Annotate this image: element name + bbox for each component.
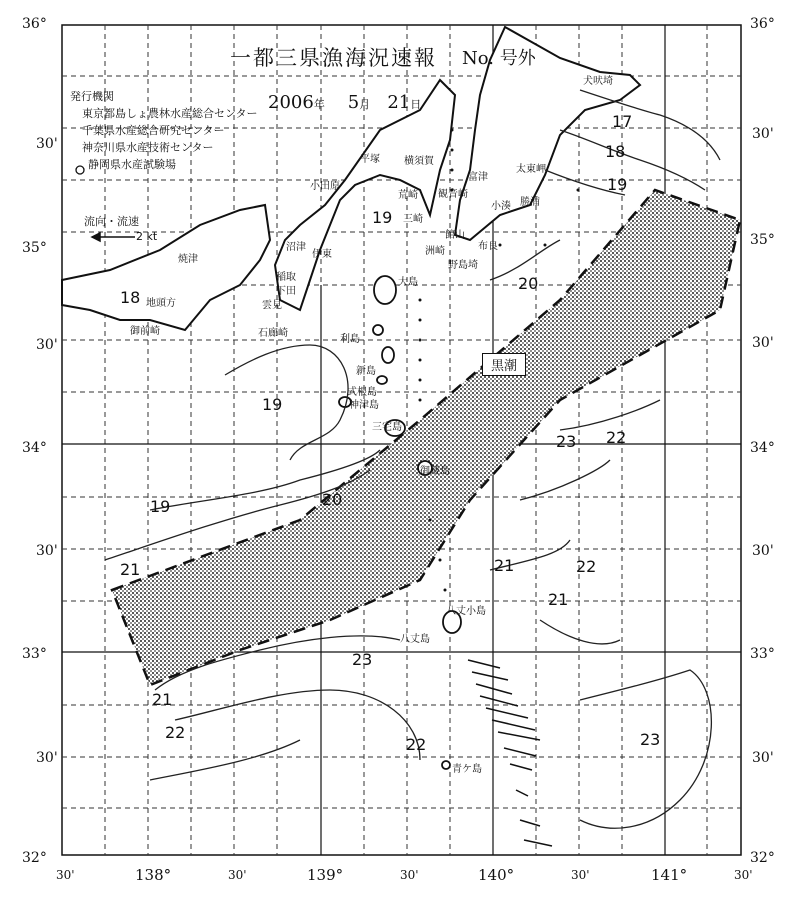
- place-label: 三崎: [403, 214, 423, 225]
- temp-label: 20: [518, 274, 539, 293]
- place-label: 伊東: [312, 249, 332, 260]
- place-label: 沼津: [286, 242, 306, 253]
- date-year-unit: 年: [313, 98, 325, 111]
- lon-label-140-30: 30': [571, 868, 590, 882]
- lon-label-141: 141°: [651, 866, 688, 884]
- agency-block: [70, 88, 258, 173]
- place-label: 三宅島: [372, 422, 402, 433]
- lat-label-32: 32°: [22, 850, 47, 866]
- place-label: 大島: [398, 277, 418, 288]
- place-label: 荒崎: [398, 190, 418, 201]
- agency-heading: 発行機関: [70, 90, 114, 103]
- place-label: 神津島: [349, 400, 379, 411]
- report-date: [268, 92, 421, 113]
- place-label: 犬吠埼: [583, 76, 613, 87]
- temp-label: 21: [494, 556, 515, 575]
- lon-label-140: 140°: [478, 866, 515, 884]
- temp-label: 22: [606, 428, 627, 447]
- temp-label: 22: [406, 735, 427, 754]
- kuroshio-label: 黒潮: [482, 353, 526, 376]
- legend-arrow: [92, 233, 135, 241]
- date-month: 5: [347, 92, 360, 113]
- lon-label-139: 139°: [307, 866, 344, 884]
- place-label: 勝浦: [520, 197, 540, 208]
- temp-label: 22: [165, 723, 186, 742]
- place-label: 新島: [356, 366, 376, 377]
- place-label: 野島埼: [448, 260, 478, 271]
- lon-label-139-30: 30': [400, 868, 419, 882]
- place-label: 小田原: [310, 181, 340, 192]
- lat-label-34: 34°: [22, 440, 47, 456]
- place-label: 石廊崎: [258, 328, 288, 339]
- temp-label: 19: [607, 175, 628, 194]
- lat-label-34-right: 34°: [750, 440, 775, 456]
- temp-label: 19: [150, 497, 171, 516]
- temp-label: 17: [612, 112, 633, 131]
- place-label: 横須賀: [404, 156, 434, 167]
- temp-label: 20: [322, 490, 343, 509]
- agency-item: 東京都島しょ農林水産総合センター: [82, 107, 258, 120]
- temp-label: 22: [576, 557, 597, 576]
- date-day: 21: [387, 92, 411, 113]
- date-day-unit: 日: [410, 98, 422, 111]
- temp-label: 21: [548, 590, 569, 609]
- temp-label: 23: [640, 730, 661, 749]
- temp-label: 21: [152, 690, 173, 709]
- place-label: 太東岬: [516, 164, 546, 175]
- place-label: 青ケ島: [452, 764, 482, 775]
- temp-label: 19: [372, 208, 393, 227]
- agency-item: 千葉県水産総合研究センター: [82, 124, 225, 137]
- temp-label: 23: [556, 432, 577, 451]
- current-vectors: [468, 660, 552, 846]
- lat-label-32-right: 32°: [750, 850, 775, 866]
- place-label: 式根島: [347, 387, 377, 398]
- lon-label-138: 138°: [135, 866, 172, 884]
- lon-label-137-30: 30': [56, 868, 75, 882]
- lat-label-32-30: 30': [36, 750, 58, 766]
- lat-label-35: 35°: [22, 240, 47, 256]
- lon-label-138-30: 30': [228, 868, 247, 882]
- place-label: 雲見: [262, 300, 282, 311]
- place-label: 八丈小島: [446, 606, 486, 617]
- lon-label-141-30: 30': [734, 868, 753, 882]
- place-label: 平塚: [360, 154, 380, 165]
- lat-label-33-30: 30': [36, 543, 58, 559]
- place-label: 八丈島: [400, 634, 430, 645]
- place-label: 富津: [468, 172, 488, 183]
- temp-label: 19: [262, 395, 283, 414]
- lat-label-36: 36°: [22, 16, 47, 32]
- place-label: 館山: [445, 230, 465, 241]
- place-label: 布良: [478, 241, 498, 252]
- lat-label-35-right: 35°: [750, 232, 775, 248]
- place-label: 御蔵島: [420, 466, 450, 477]
- place-label: 洲崎: [425, 246, 445, 257]
- date-month-unit: 月: [359, 98, 371, 111]
- agency-item: 神奈川県水産技術センター: [82, 141, 214, 154]
- place-label: 地頭方: [146, 298, 176, 309]
- lat-label-33: 33°: [22, 646, 47, 662]
- place-label: 小湊: [491, 201, 511, 212]
- date-year: 2006: [268, 92, 314, 113]
- lat-label-33-right: 33°: [750, 646, 775, 662]
- lat-label-33-30-right: 30': [752, 543, 774, 559]
- current-legend-speed: 2 kt: [136, 230, 158, 243]
- temp-label: 18: [120, 288, 141, 307]
- place-label: 下田: [276, 286, 296, 297]
- place-label: 御前崎: [130, 326, 160, 337]
- temp-label: 23: [352, 650, 373, 669]
- current-legend-label: 流向・流速: [84, 215, 139, 228]
- place-label: 稲取: [276, 272, 296, 283]
- temp-label: 18: [605, 142, 626, 161]
- lat-label-34-30-right: 30': [752, 335, 774, 351]
- agency-item-circle: 静岡県水産試験場: [88, 158, 176, 171]
- place-label: 利島: [340, 334, 360, 345]
- place-label: 焼津: [178, 254, 198, 265]
- lat-label-32-30-right: 30': [752, 750, 774, 766]
- lat-label-35-30: 30': [36, 136, 58, 152]
- place-label: 観音崎: [438, 189, 468, 200]
- temp-label: 21: [120, 560, 141, 579]
- report-title: 一都三県漁海況速報: [230, 46, 437, 70]
- lat-label-36-right: 36°: [750, 16, 775, 32]
- issue-label: No. 号外: [462, 48, 536, 69]
- lat-label-34-30: 30': [36, 337, 58, 353]
- lat-label-35-30-right: 30': [752, 126, 774, 142]
